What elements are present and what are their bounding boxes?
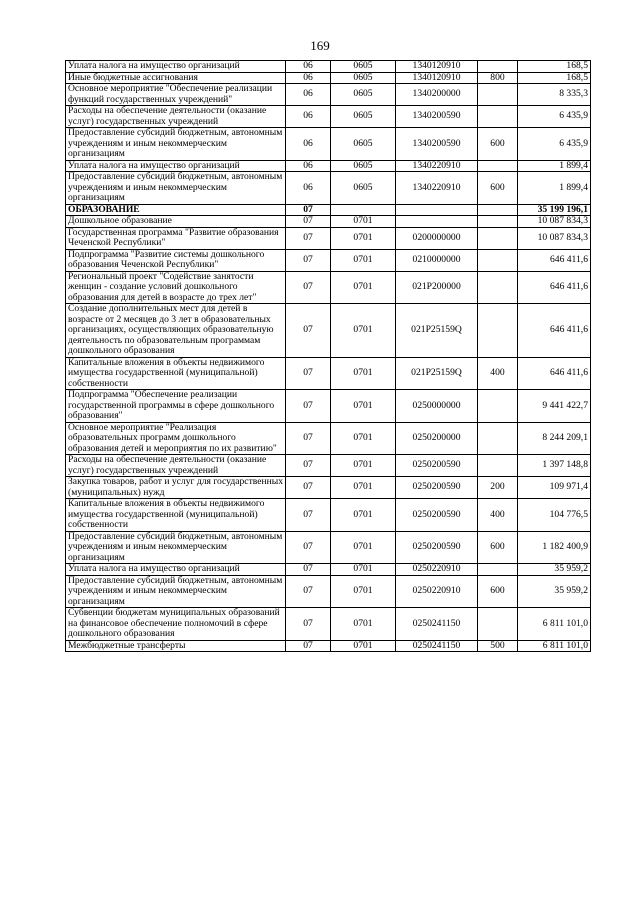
subsection-code-cell: 0605 <box>331 106 396 128</box>
expense-type-cell <box>478 204 518 216</box>
section-code-cell: 07 <box>286 204 331 216</box>
table-row <box>66 531 591 564</box>
amount-cell: 1 397 148,8 <box>518 455 591 477</box>
table-row <box>66 499 591 532</box>
target-code-cell: 0250220910 <box>396 564 478 576</box>
subsection-code-cell <box>331 204 396 216</box>
row-name-cell: Дошкольное образование <box>66 216 286 228</box>
amount-cell: 6 435,9 <box>518 128 591 161</box>
subsection-code-cell: 0605 <box>331 160 396 172</box>
table-row <box>66 640 591 652</box>
table-row <box>66 172 591 205</box>
subsection-code-cell: 0701 <box>331 304 396 358</box>
target-code-cell: 0250200590 <box>396 477 478 499</box>
subsection-code-cell: 0701 <box>331 249 396 271</box>
table-row <box>66 106 591 128</box>
target-code-cell: 1340200590 <box>396 128 478 161</box>
table-row <box>66 61 591 73</box>
row-name-cell: Государственная программа "Развитие образования Чеченской Республики" <box>66 227 286 249</box>
amount-cell: 6 811 101,0 <box>518 608 591 641</box>
amount-cell: 646 411,6 <box>518 357 591 390</box>
subsection-code-cell: 0701 <box>331 564 396 576</box>
target-code-cell: 0200000000 <box>396 227 478 249</box>
target-code-cell: 0250200590 <box>396 531 478 564</box>
table-row <box>66 575 591 608</box>
row-name-cell: Подпрограмма "Развитие системы дошкольного образования Чеченской Республики" <box>66 249 286 271</box>
amount-cell: 646 411,6 <box>518 249 591 271</box>
expense-type-cell <box>478 608 518 641</box>
section-code-cell: 07 <box>286 357 331 390</box>
row-name-cell: Предоставление субсидий бюджетным, автономным учреждениям и иным некоммерческим организациям <box>66 531 286 564</box>
row-name-cell: Межбюджетные трансферты <box>66 640 286 652</box>
section-code-cell: 07 <box>286 477 331 499</box>
section-code-cell: 07 <box>286 227 331 249</box>
subsection-code-cell: 0701 <box>331 227 396 249</box>
table-row <box>66 564 591 576</box>
section-code-cell: 06 <box>286 172 331 205</box>
amount-cell: 8 244 209,1 <box>518 422 591 455</box>
subsection-code-cell: 0701 <box>331 357 396 390</box>
section-code-cell: 07 <box>286 271 331 304</box>
table-row <box>66 422 591 455</box>
amount-cell: 10 087 834,3 <box>518 216 591 228</box>
section-code-cell: 07 <box>286 531 331 564</box>
target-code-cell: 1340200000 <box>396 84 478 106</box>
expense-type-cell <box>478 160 518 172</box>
subsection-code-cell: 0701 <box>331 640 396 652</box>
amount-cell: 646 411,6 <box>518 271 591 304</box>
subsection-code-cell: 0701 <box>331 499 396 532</box>
row-name-cell: ОБРАЗОВАНИЕ <box>66 204 286 216</box>
row-name-cell: Уплата налога на имущество организаций <box>66 160 286 172</box>
budget-table <box>65 60 591 652</box>
row-name-cell: Уплата налога на имущество организаций <box>66 564 286 576</box>
amount-cell: 35 959,2 <box>518 564 591 576</box>
row-name-cell: Расходы на обеспечение деятельности (оказание услуг) государственных учреждений <box>66 455 286 477</box>
target-code-cell <box>396 204 478 216</box>
subsection-code-cell: 0701 <box>331 608 396 641</box>
subsection-code-cell: 0605 <box>331 84 396 106</box>
subsection-code-cell: 0701 <box>331 477 396 499</box>
row-name-cell: Предоставление субсидий бюджетным, автономным учреждениям и иным некоммерческим организациям <box>66 128 286 161</box>
subsection-code-cell: 0605 <box>331 72 396 84</box>
table-row <box>66 271 591 304</box>
table-row <box>66 72 591 84</box>
table-row <box>66 84 591 106</box>
table-row <box>66 455 591 477</box>
amount-cell: 168,5 <box>518 61 591 73</box>
table-row <box>66 216 591 228</box>
expense-type-cell: 800 <box>478 72 518 84</box>
expense-type-cell <box>478 564 518 576</box>
section-code-cell: 06 <box>286 106 331 128</box>
target-code-cell: 0250200000 <box>396 422 478 455</box>
table-row <box>66 608 591 641</box>
table-row <box>66 204 591 216</box>
target-code-cell: 021P200000 <box>396 271 478 304</box>
expense-type-cell <box>478 106 518 128</box>
amount-cell: 104 776,5 <box>518 499 591 532</box>
subsection-code-cell: 0701 <box>331 531 396 564</box>
expense-type-cell: 500 <box>478 640 518 652</box>
table-row <box>66 128 591 161</box>
expense-type-cell: 200 <box>478 477 518 499</box>
row-name-cell: Основное мероприятие "Реализация образовательных программ дошкольного образования детей и мероприятия по их развитию" <box>66 422 286 455</box>
row-name-cell: Расходы на обеспечение деятельности (оказание услуг) государственных учреждений <box>66 106 286 128</box>
target-code-cell: 1340120910 <box>396 72 478 84</box>
expense-type-cell <box>478 61 518 73</box>
target-code-cell: 0250241150 <box>396 608 478 641</box>
row-name-cell: Закупка товаров, работ и услуг для государственных (муниципальных) нужд <box>66 477 286 499</box>
table-row <box>66 160 591 172</box>
expense-type-cell <box>478 271 518 304</box>
target-code-cell: 0250241150 <box>396 640 478 652</box>
row-name-cell: Основное мероприятие "Обеспечение реализации функций государственных учреждений" <box>66 84 286 106</box>
amount-cell: 8 335,3 <box>518 84 591 106</box>
row-name-cell: Подпрограмма "Обеспечение реализации государственной программы в сфере дошкольного образования" <box>66 390 286 423</box>
row-name-cell: Предоставление субсидий бюджетным, автономным учреждениям и иным некоммерческим организациям <box>66 575 286 608</box>
section-code-cell: 06 <box>286 160 331 172</box>
table-row <box>66 390 591 423</box>
subsection-code-cell: 0605 <box>331 128 396 161</box>
amount-cell: 1 899,4 <box>518 160 591 172</box>
row-name-cell: Капитальные вложения в объекты недвижимого имущества государственной (муниципальной) собственности <box>66 357 286 390</box>
table-row <box>66 477 591 499</box>
section-code-cell: 07 <box>286 216 331 228</box>
amount-cell: 35 199 196,1 <box>518 204 591 216</box>
page-number: 169 <box>310 38 330 53</box>
section-code-cell: 06 <box>286 72 331 84</box>
target-code-cell <box>396 216 478 228</box>
amount-cell: 1 182 400,9 <box>518 531 591 564</box>
section-code-cell: 07 <box>286 422 331 455</box>
section-code-cell: 07 <box>286 390 331 423</box>
subsection-code-cell: 0701 <box>331 422 396 455</box>
target-code-cell: 021P25159Q <box>396 357 478 390</box>
section-code-cell: 07 <box>286 564 331 576</box>
target-code-cell: 0210000000 <box>396 249 478 271</box>
amount-cell: 10 087 834,3 <box>518 227 591 249</box>
row-name-cell: Создание дополнительных мест для детей в возрасте от 2 месяцев до 3 лет в образовательных организациях, осуществляющих образовательную деятельность по образовательным программам дошкольного образования <box>66 304 286 358</box>
table-row <box>66 249 591 271</box>
amount-cell: 6 811 101,0 <box>518 640 591 652</box>
section-code-cell: 07 <box>286 455 331 477</box>
amount-cell: 6 435,9 <box>518 106 591 128</box>
expense-type-cell: 600 <box>478 531 518 564</box>
expense-type-cell <box>478 390 518 423</box>
target-code-cell: 1340200590 <box>396 106 478 128</box>
expense-type-cell <box>478 249 518 271</box>
expense-type-cell <box>478 304 518 358</box>
subsection-code-cell: 0605 <box>331 172 396 205</box>
expense-type-cell <box>478 84 518 106</box>
target-code-cell: 0250000000 <box>396 390 478 423</box>
target-code-cell: 0250200590 <box>396 455 478 477</box>
section-code-cell: 07 <box>286 575 331 608</box>
table-row <box>66 227 591 249</box>
row-name-cell: Субвенции бюджетам муниципальных образований на финансовое обеспечение полномочий в сфере дошкольного образования <box>66 608 286 641</box>
amount-cell: 646 411,6 <box>518 304 591 358</box>
subsection-code-cell: 0701 <box>331 455 396 477</box>
target-code-cell: 1340220910 <box>396 172 478 205</box>
amount-cell: 168,5 <box>518 72 591 84</box>
target-code-cell: 0250200590 <box>396 499 478 532</box>
section-code-cell: 07 <box>286 249 331 271</box>
row-name-cell: Капитальные вложения в объекты недвижимого имущества государственной (муниципальной) собственности <box>66 499 286 532</box>
expense-type-cell <box>478 422 518 455</box>
section-code-cell: 07 <box>286 640 331 652</box>
amount-cell: 1 899,4 <box>518 172 591 205</box>
row-name-cell: Иные бюджетные ассигнования <box>66 72 286 84</box>
amount-cell: 9 441 422,7 <box>518 390 591 423</box>
section-code-cell: 06 <box>286 84 331 106</box>
expense-type-cell: 600 <box>478 128 518 161</box>
subsection-code-cell: 0701 <box>331 390 396 423</box>
row-name-cell: Уплата налога на имущество организаций <box>66 61 286 73</box>
expense-type-cell: 600 <box>478 575 518 608</box>
expense-type-cell <box>478 227 518 249</box>
section-code-cell: 06 <box>286 61 331 73</box>
section-code-cell: 06 <box>286 128 331 161</box>
expense-type-cell: 600 <box>478 172 518 205</box>
row-name-cell: Региональный проект "Содействие занятости женщин - создание условий дошкольного образования для детей в возрасте до трех лет" <box>66 271 286 304</box>
target-code-cell: 0250220910 <box>396 575 478 608</box>
subsection-code-cell: 0701 <box>331 575 396 608</box>
table-row <box>66 357 591 390</box>
section-code-cell: 07 <box>286 499 331 532</box>
expense-type-cell: 400 <box>478 357 518 390</box>
row-name-cell: Предоставление субсидий бюджетным, автономным учреждениям и иным некоммерческим организациям <box>66 172 286 205</box>
table-row <box>66 304 591 358</box>
amount-cell: 35 959,2 <box>518 575 591 608</box>
target-code-cell: 021P25159Q <box>396 304 478 358</box>
target-code-cell: 1340120910 <box>396 61 478 73</box>
amount-cell: 109 971,4 <box>518 477 591 499</box>
expense-type-cell <box>478 216 518 228</box>
section-code-cell: 07 <box>286 304 331 358</box>
target-code-cell: 1340220910 <box>396 160 478 172</box>
section-code-cell: 07 <box>286 608 331 641</box>
expense-type-cell: 400 <box>478 499 518 532</box>
subsection-code-cell: 0605 <box>331 61 396 73</box>
subsection-code-cell: 0701 <box>331 271 396 304</box>
subsection-code-cell: 0701 <box>331 216 396 228</box>
expense-type-cell <box>478 455 518 477</box>
